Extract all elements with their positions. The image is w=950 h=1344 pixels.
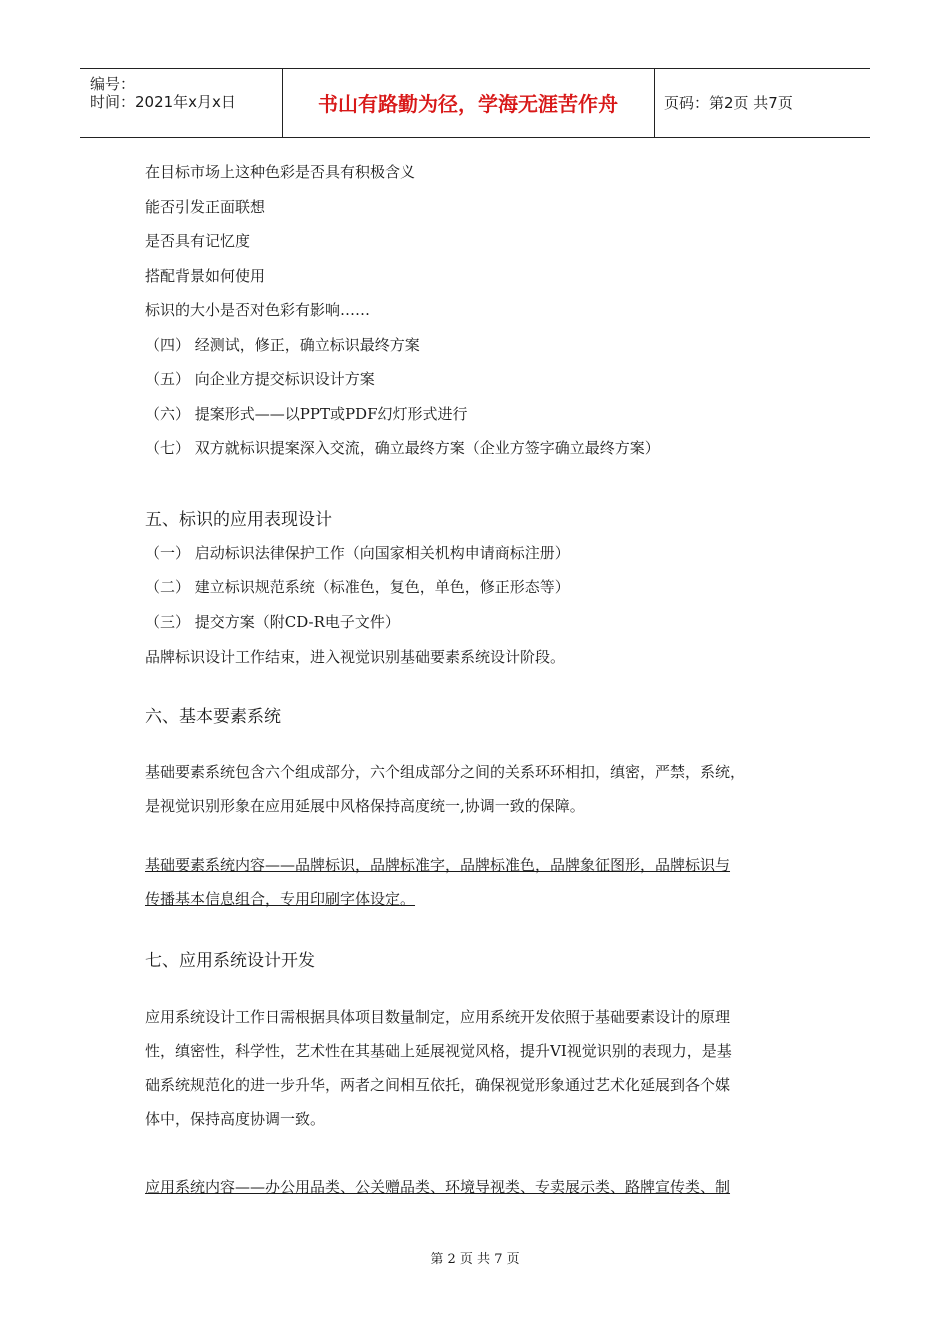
time-label: 时间：2021年x月x日 (90, 93, 236, 111)
paragraph-line: 性，缜密性，科学性，艺术性在其基础上延展视觉风格，提升VI视觉识别的表现力，是基 (145, 1042, 732, 1060)
list-item: （五） 向企业方提交标识设计方案 (145, 370, 375, 388)
paragraph (145, 755, 805, 823)
paragraph-line: 应用系统内容——办公用品类、公关赠品类、环境导视类、专卖展示类、路牌宣传类、制 (145, 1178, 731, 1196)
paragraph (145, 1000, 805, 1136)
list-item: （四） 经测试，修正，确立标识最终方案 (145, 336, 420, 354)
list-item: （三） 提交方案（附CD-R电子文件） (145, 613, 400, 631)
body-line: 品牌标识设计工作结束，进入视觉识别基础要素系统设计阶段。 (145, 648, 566, 666)
paragraph-line: 础系统规范化的进一步升华，两者之间相互依托，确保视觉形象通过艺术化延展到各个媒 (145, 1076, 731, 1094)
paragraph-line: 是视觉识别形象在应用延展中风格保持高度统一,协调一致的保障。 (145, 797, 585, 815)
section-heading: 五、标识的应用表现设计 (145, 510, 332, 530)
paragraph-line: 基础要素系统内容——品牌标识，品牌标准字，品牌标准色，品牌象征图形，品牌标识与 (145, 856, 731, 874)
page-header (80, 68, 870, 138)
paragraph-line: 基础要素系统包含六个组成部分，六个组成部分之间的关系环环相扣，缜密，严禁，系统， (145, 763, 746, 781)
body-line: 标识的大小是否对色彩有影响…… (145, 301, 371, 319)
number-label: 编号： (90, 75, 136, 93)
body-line: 能否引发正面联想 (145, 198, 266, 216)
section-heading: 七、应用系统设计开发 (145, 951, 315, 971)
body-line: 是否具有记忆度 (145, 232, 251, 250)
paragraph-line: 传播基本信息组合，专用印刷字体设定。 (145, 890, 416, 908)
list-item: （六） 提案形式——以PPT或PDF幻灯形式进行 (145, 405, 468, 423)
body-line: 在目标市场上这种色彩是否具有积极含义 (145, 163, 416, 181)
body-line: 搭配背景如何使用 (145, 267, 266, 285)
section-heading: 六、基本要素系统 (145, 707, 281, 727)
paragraph-line: 应用系统设计工作日需根据具体项目数量制定，应用系统开发依照于基础要素设计的原理 (145, 1008, 731, 1026)
list-item: （二） 建立标识规范系统（标准色，复色，单色，修正形态等） (145, 578, 570, 596)
list-item: （七） 双方就标识提案深入交流，确立最终方案（企业方签字确立最终方案） (145, 439, 660, 457)
paragraph-line: 体中，保持高度协调一致。 (145, 1110, 326, 1128)
page-footer: 第 2 页 共 7 页 (430, 1252, 520, 1267)
list-item: （一） 启动标识法律保护工作（向国家相关机构申请商标注册） (145, 544, 570, 562)
header-motto: 书山有路勤为径，学海无涯苦作舟 (282, 69, 655, 137)
underlined-paragraph (145, 848, 805, 916)
header-meta (80, 69, 283, 137)
header-page-info: 页码：第2页 共7页 (664, 94, 793, 112)
underlined-paragraph (145, 1170, 805, 1204)
